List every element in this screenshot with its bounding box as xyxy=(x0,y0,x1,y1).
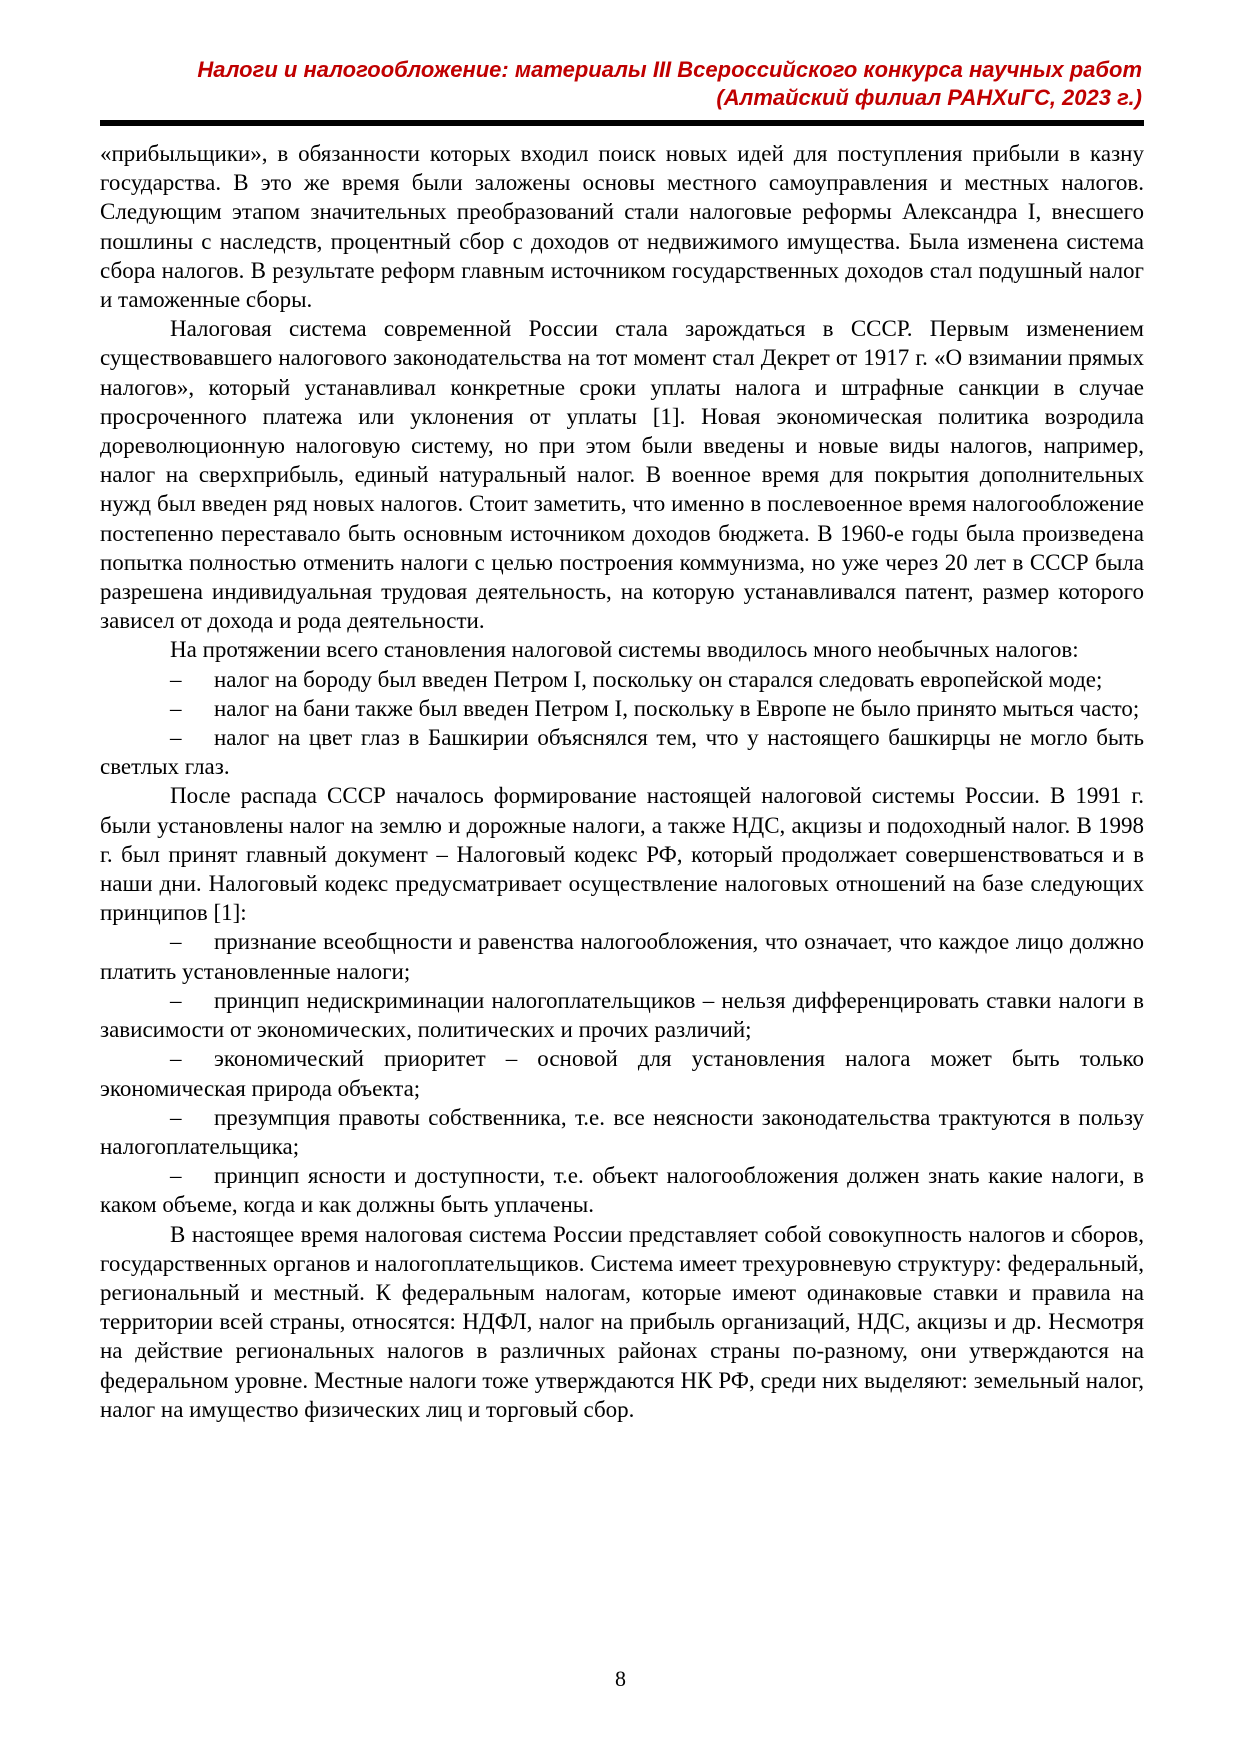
header-title-line2: (Алтайский филиал РАНХиГС, 2023 г.) xyxy=(716,84,1142,110)
list-item-dash: – xyxy=(170,1046,182,1072)
list-item-text: налог на бороду был введен Петром I, поскольку он старался следовать европейской моде; xyxy=(214,666,1103,692)
list-item xyxy=(100,694,1144,723)
paragraph: Налоговая система современной России стала зарождаться в СССР. Первым изменением существовавшего налогового законодательства на тот момент стал Декрет от 1917 г. «О взимании прямых налогов», который устанавливал конкретные сроки уплаты налога и штрафные санкции в случае просроченного платежа или уклонения от уплаты [1]. Новая экономическая политика возродила дореволюционную налоговую систему, но при этом были введены и новые виды налогов, например, налог на сверхприбыль, единый натуральный налог. В военное время для покрытия дополнительных нужд был введен ряд новых налогов. Стоит заметить, что именно в послевоенное время налогообложение постепенно переставало быть основным источником доходов бюджета. В 1960-е годы была произведена попытка полностью отменить налоги с целью построения коммунизма, но уже через 20 лет в СССР была разрешена индивидуальная трудовая деятельность, на которую устанавливался патент, размер которого зависел от дохода и рода деятельности. xyxy=(100,316,1144,634)
list-item-text: налог на бани также был введен Петром I, поскольку в Европе не было принято мыться часто; xyxy=(214,695,1140,721)
header-divider-rule xyxy=(100,120,1144,126)
header-title-line1: Налоги и налогообложение: материалы III Всероссийского конкурса научных работ xyxy=(197,57,1142,82)
list-item xyxy=(100,986,1144,1044)
list-item-text: налог на цвет глаз в Башкирии объяснялся тем, что у настоящего башкирцы не могло быть светлых глаз. xyxy=(100,725,1144,780)
list-item-dash: – xyxy=(170,929,182,955)
list-item xyxy=(100,665,1144,694)
list-item-text: экономический приоритет – основой для установления налога может быть только экономическая природа объекта; xyxy=(100,1046,1144,1101)
list-item xyxy=(100,927,1144,985)
list-item-dash: – xyxy=(170,666,182,692)
list-item-text: признание всеобщности и равенства налогообложения, что означает, что каждое лицо должно платить установленные налоги; xyxy=(100,929,1144,984)
list-item-text: презумпция правоты собственника, т.е. все неясности законодательства трактуются в пользу налогоплательщика; xyxy=(100,1104,1144,1159)
list-item xyxy=(100,1044,1144,1102)
list-item-text: принцип ясности и доступности, т.е. объект налогообложения должен знать какие налоги, в каком объеме, когда и как должны быть уплачены. xyxy=(100,1163,1144,1218)
running-header xyxy=(100,56,1144,111)
list-item xyxy=(100,723,1144,781)
paragraph: На протяжении всего становления налоговой системы вводилось много необычных налогов: xyxy=(170,637,1079,663)
list-item xyxy=(100,1161,1144,1219)
page-number: 8 xyxy=(615,1666,626,1691)
paragraph: После распада СССР началось формирование настоящей налоговой системы России. В 1991 г. были установлены налог на землю и дорожные налоги, а также НДС, акцизы и подоходный налог. В 1998 г. был принят главный документ – Налоговый кодекс РФ, который продолжает совершенствоваться и в наши дни. Налоговый кодекс предусматривает осуществление налоговых отношений на базе следующих принципов [1]: xyxy=(100,783,1144,926)
list-item-dash: – xyxy=(170,695,182,721)
list-item-dash: – xyxy=(170,1163,182,1189)
list-item-dash: – xyxy=(170,725,182,751)
list-item-text: принцип недискриминации налогоплательщиков – нельзя дифференцировать ставки налоги в зависимости от экономических, политических и прочих различий; xyxy=(100,987,1144,1043)
paragraph: В настоящее время налоговая система России представляет собой совокупность налогов и сборов, государственных органов и налогоплательщиков. Система имеет трехуровневую структуру: федеральный, региональный и местный. К федеральным налогам, которые имеют одинаковые ставки и правила на территории всей страны, относятся: НДФЛ, налог на прибыль организаций, НДС, акцизы и др. Несмотря на действие региональных налогов в различных районах страны по-разному, они утверждаются на федеральном уровне. Местные налоги тоже утверждаются НК РФ, среди них выделяют: земельный налог, налог на имущество физических лиц и торговый сбор. xyxy=(100,1221,1144,1422)
list-item xyxy=(100,1103,1144,1161)
paragraph: «прибыльщики», в обязанности которых входил поиск новых идей для поступления прибыли в казну государства. В это же время были заложены основы местного самоуправления и местных налогов. Следующим этапом значительных преобразований стали налоговые реформы Александра I, внесшего пошлины с наследств, процентный сбор с доходов от недвижимого имущества. Была изменена система сбора налогов. В результате реформ главным источником государственных доходов стал подушный налог и таможенные сборы. xyxy=(100,141,1144,313)
article-body xyxy=(100,139,1144,1424)
list-item-dash: – xyxy=(170,1104,182,1130)
list-item-dash: – xyxy=(170,987,182,1013)
